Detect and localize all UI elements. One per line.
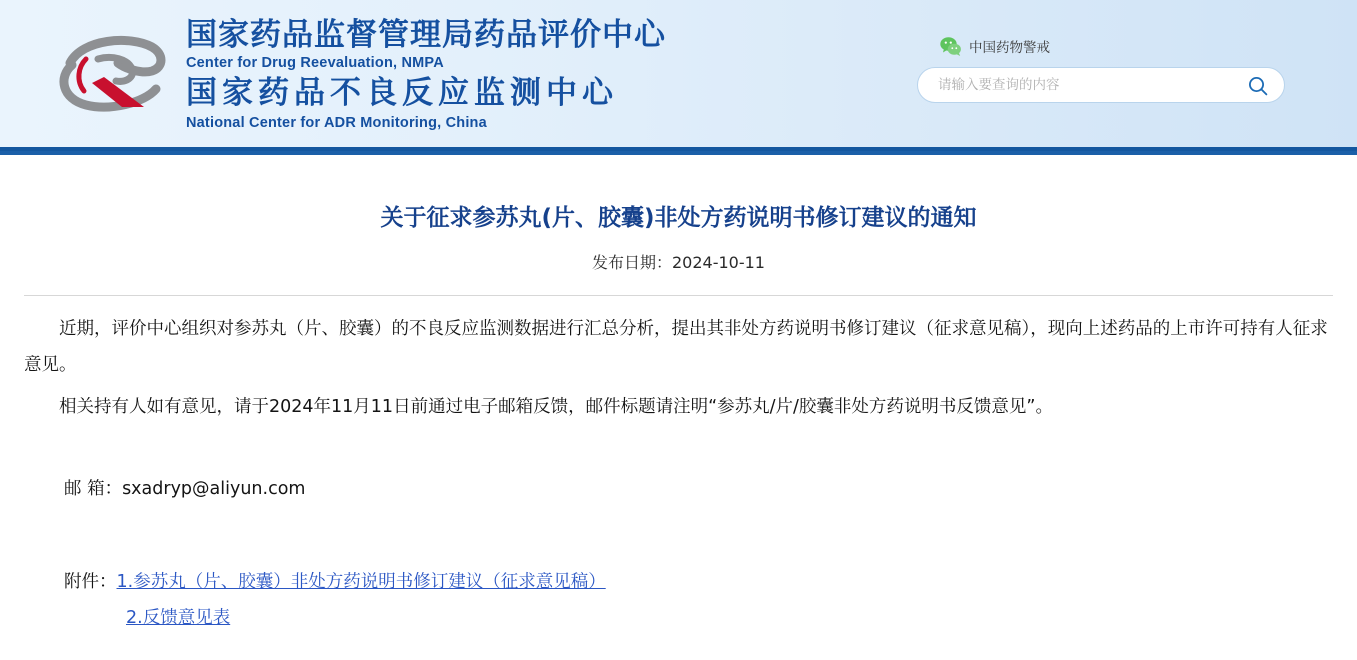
search-icon bbox=[1246, 74, 1270, 98]
attachment-row-2 bbox=[64, 600, 1333, 637]
wechat-icon bbox=[939, 35, 962, 58]
title-divider bbox=[24, 295, 1333, 296]
article-body bbox=[24, 312, 1333, 637]
wechat-link[interactable] bbox=[939, 34, 1289, 58]
org-title-block bbox=[186, 17, 666, 135]
agency-logo bbox=[52, 33, 180, 119]
org-cn-name-1: 国家药品监督管理局药品评价中心 bbox=[186, 16, 666, 53]
article bbox=[0, 202, 1357, 637]
org-cn-name-2: 国家药品不良反应监测中心 bbox=[186, 74, 618, 111]
site-header bbox=[0, 0, 1357, 155]
attachment-link-2[interactable]: 2.反馈意见表 bbox=[126, 608, 231, 629]
wechat-label: 中国药物警戒 bbox=[969, 40, 1050, 56]
page-title: 关于征求参苏丸(片、胶囊)非处方药说明书修订建议的通知 bbox=[380, 205, 977, 231]
search-button[interactable] bbox=[1246, 74, 1270, 98]
publish-date: 发布日期：2024-10-11 bbox=[592, 253, 765, 273]
attachment-link-1[interactable]: 1.参苏丸（片、胶囊）非处方药说明书修订建议（征求意见稿） bbox=[116, 571, 606, 592]
paragraph-2: 相关持有人如有意见，请于2024年11月11日前通过电子邮箱反馈，邮件标题请注明“参苏丸/片/胶囊非处方药说明书反馈意见”。 bbox=[59, 396, 1053, 417]
paragraph-1: 近期，评价中心组织对参苏丸（片、胶囊）的不良反应监测数据进行汇总分析，提出其非处方药说明书修订建议（征求意见稿），现向上述药品的上市许可持有人征求意见。 bbox=[24, 319, 1328, 376]
contact-email-line: 邮 箱：sxadryp@aliyun.com bbox=[64, 478, 306, 499]
header-utility-area bbox=[917, 34, 1289, 103]
attachments-block bbox=[24, 564, 1333, 638]
search-input[interactable] bbox=[936, 68, 1230, 102]
org-en-name-2: National Center for ADR Monitoring, China bbox=[186, 114, 487, 131]
search-box[interactable] bbox=[917, 67, 1285, 103]
attachment-row-1 bbox=[64, 564, 1333, 601]
attachments-label: 附件： bbox=[64, 571, 117, 592]
org-en-name-1: Center for Drug Reevaluation, NMPA bbox=[186, 55, 444, 72]
